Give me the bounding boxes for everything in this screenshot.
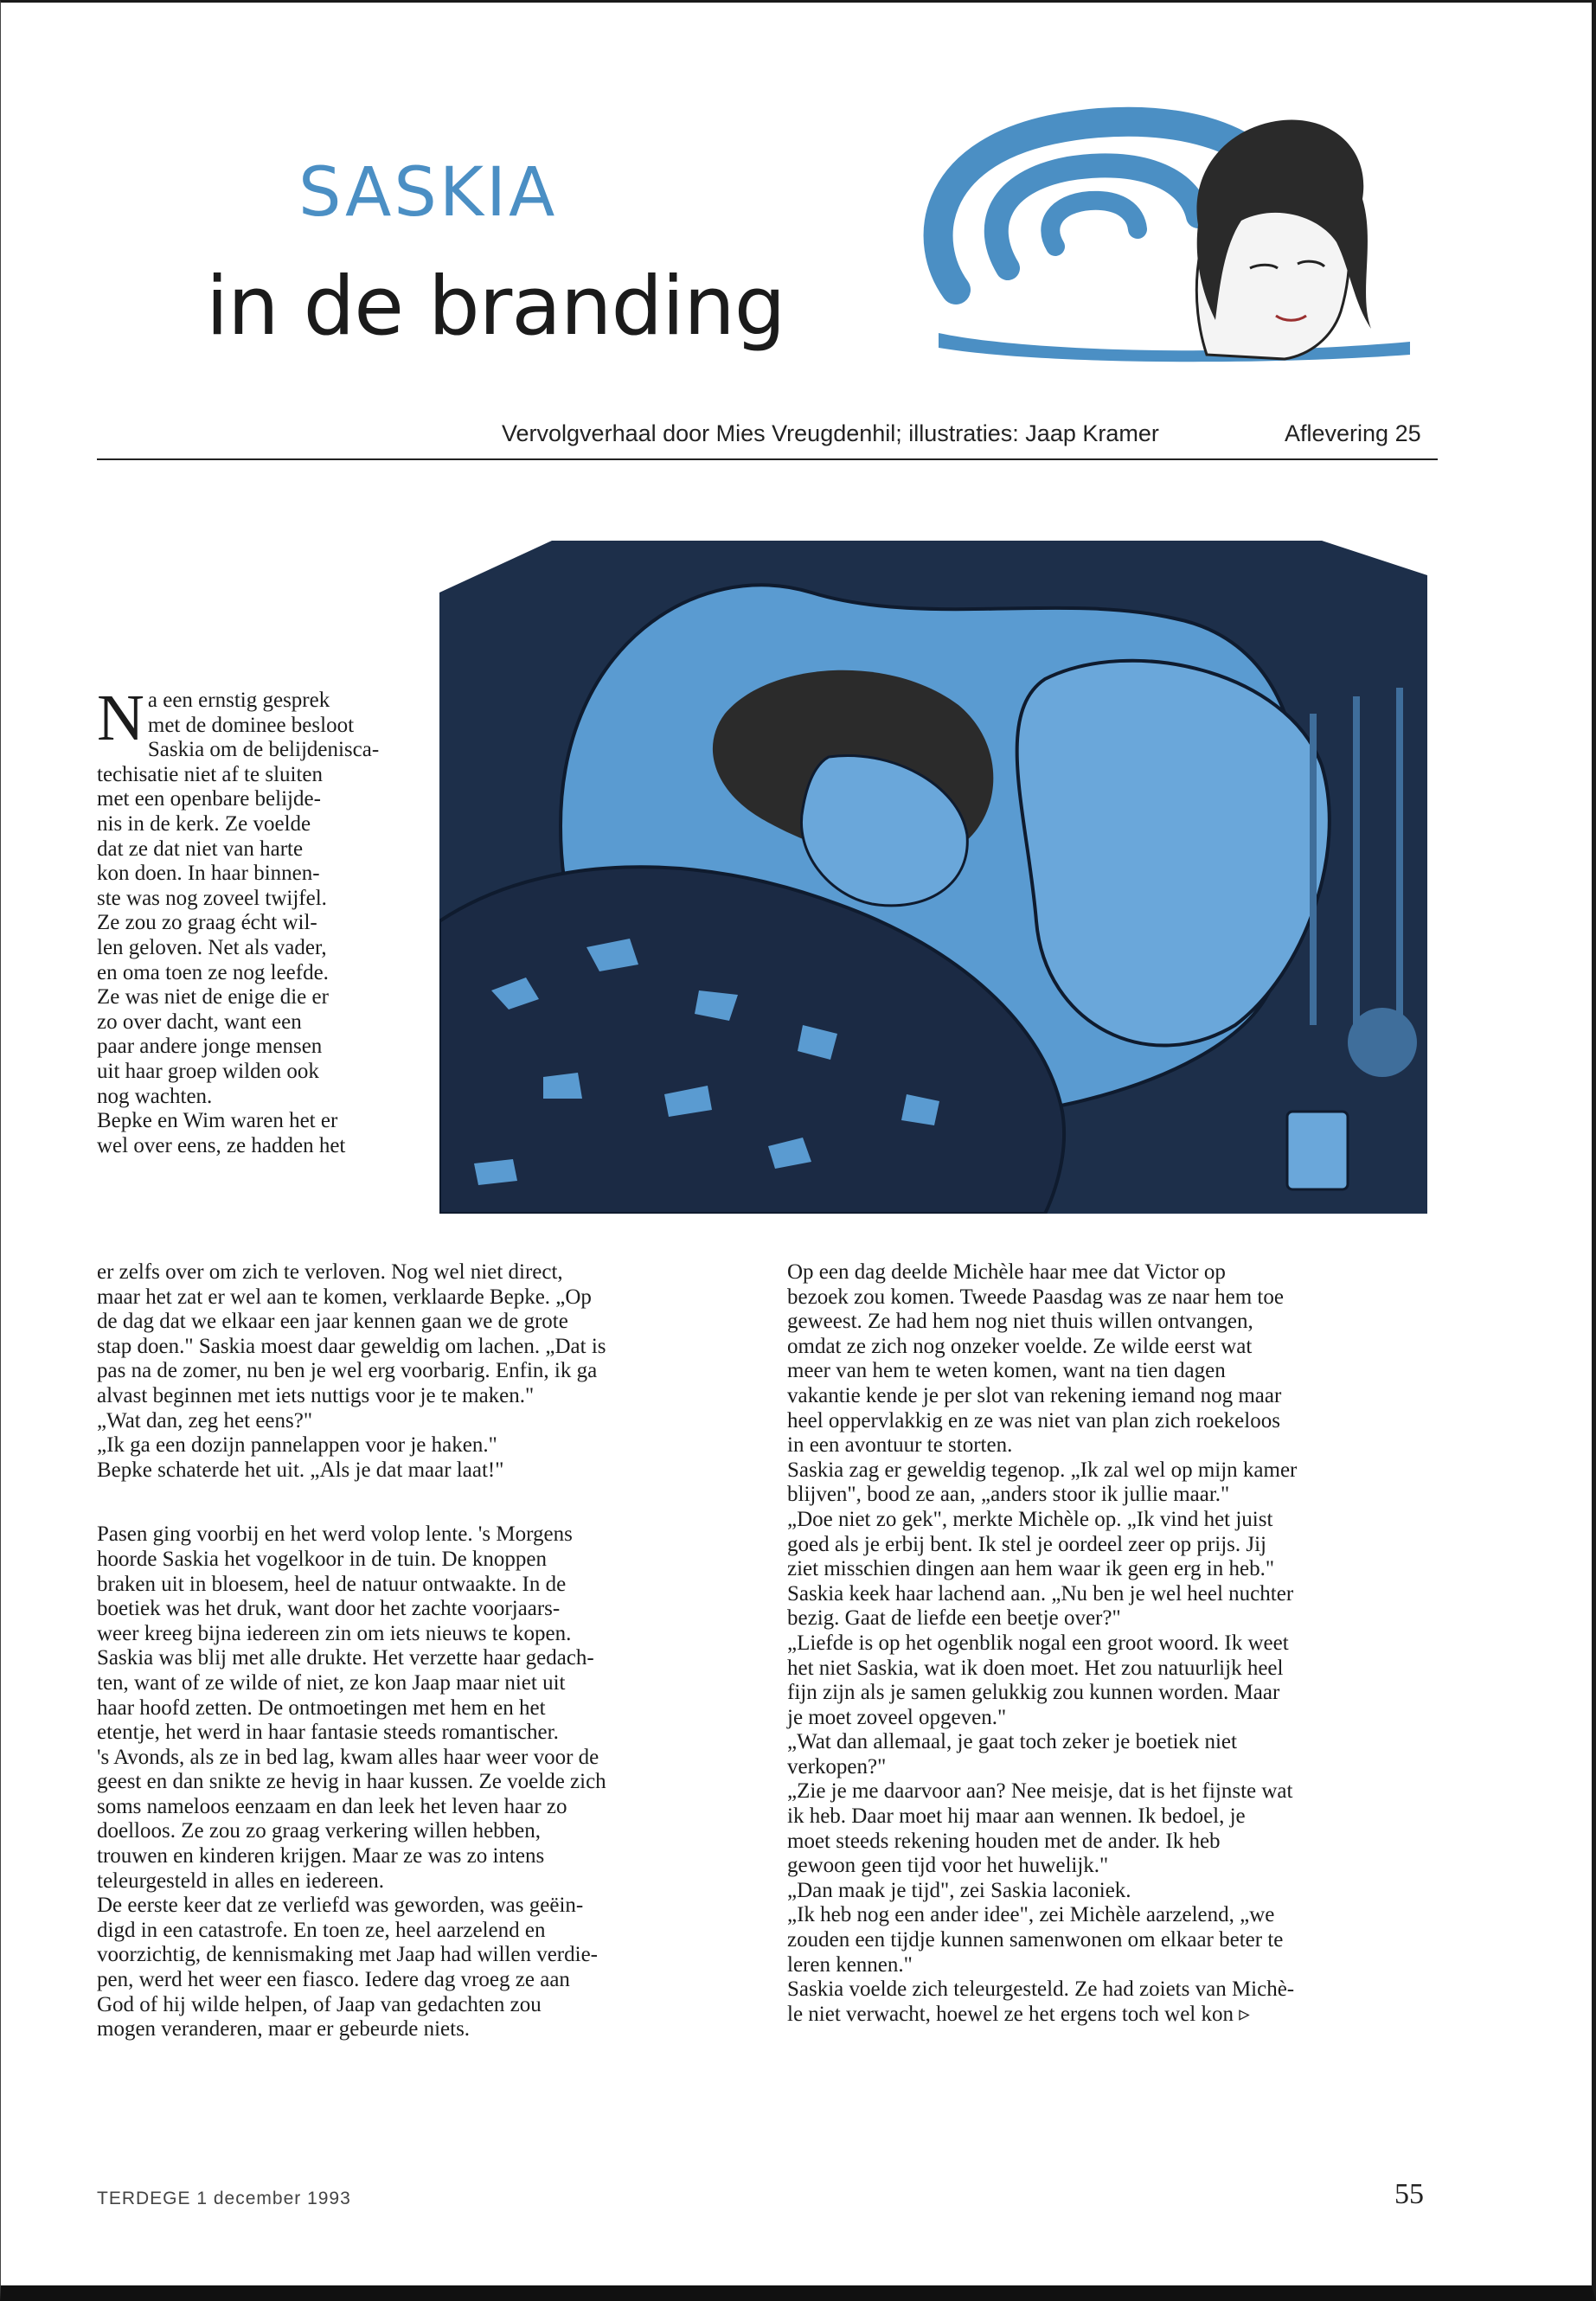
left-paragraph-2: Pasen ging voorbij en het werd volop lente. 's Morgens hoorde Saskia het vogelkoor in de tuin. De knoppen braken uit in bloesem, heel de natuur ontwaakte. In de boetiek was het druk, want door het zachte voorjaars- weer kreeg bijna iedereen zin om iets nieuws te kopen. Saskia was blij met alle drukte. Het verzette haar gedach- ten, want of ze wilde of niet, ze kon Jaap maar niet uit haar hoofd zetten. De ontmoetingen met hem en het etentje, het werd in haar fantasie steeds romantischer. 's Avonds, als ze in bed lag, kwam alles haar weer voor de geest en dan snikte ze hevig in haar kussen. Ze voelde zich soms nameloos eenzaam en dan leek het leven haar zo doelloos. Ze zou zo graag verkering willen hebben, trouwen en kinderen krijgen. Maar ze was zo intens teleurgesteld in alles en iedereen. De eerste keer dat ze verliefd was geworden, was geëin- digd in een catastrofe. En toen ze, heel aarzelend en voorzichtig, de kennismaking met Jaap had willen verdie- pen, werd het weer een fiasco. Iedere dag vroeg ze aan God of hij wilde helpen, of Jaap van gedachten zou mogen veranderen, maar er gebeurde niets. — [97, 1522, 606, 2041]
page-number: 55 — [1394, 2178, 1424, 2210]
story-subtitle: in de branding — [206, 260, 785, 354]
right-column — [787, 1260, 1436, 2027]
header-rule — [97, 458, 1438, 460]
paragraph-gap — [97, 1483, 728, 1522]
left-paragraph-1: er zelfs over om zich te verloven. Nog wel niet direct, maar het zat er wel aan te komen, verklaarde Bepke. „Op de dag dat we elkaar een jaar kennen gaan we de grote stap doen." Saskia moest daar geweldig om lachen. „Dat is pas na de zomer, nu ben je wel erg voorbarig. Enfin, ik ga alvast beginnen met iets nuttigs voor je te maken." „Wat dan, zeg het eens?" „Ik ga een dozijn pannelappen voor je haken." Bepke schaterde het uit. „Als je dat maar laat!" — [97, 1260, 606, 1482]
left-column — [97, 1260, 728, 2042]
publication-footer: TERDEGE 1 december 1993 — [97, 2189, 351, 2208]
sleeping-girl-illustration — [439, 541, 1427, 1214]
intro-text — [97, 682, 426, 1158]
drop-cap: N — [97, 682, 144, 754]
right-paragraph-1: Op een dag deelde Michèle haar mee dat Victor op bezoek zou komen. Tweede Paasdag was ze naar hem toe geweest. Ze had hem nog niet thuis willen ontvangen, omdat ze zich nog onzeker voelde. Ze wilde eerst wat meer van hem te weten komen, want na tien dagen vakantie kende je per slot van rekening iemand nog maar heel oppervlakkig en ze was niet van plan zich roekeloos in een avontuur te storten. Saskia zag er geweldig tegenop. „Ik zal wel op mijn kamer blijven", bood ze aan, „anders stoor ik jullie maar." „Doe niet zo gek", merkte Michèle op. „Ik vind het juist goed als je erbij bent. Ik stel je oordeel zeer op prijs. Jij ziet misschien dingen aan hem waar ik geen erg in heb." Saskia keek haar lachend aan. „Nu ben je wel heel nuchter bezig. Gaat de liefde een beetje over?" „Liefde is op het ogenblik nogal een groot woord. Ik weet het niet Saskia, wat ik doen moet. Het zou natuurlijk heel fijn zijn als je samen gelukkig zou kunnen worden. Maar je moet zoveel opgeven." „Wat dan allemaal, je gaat toch zeker je boetiek niet verkopen?" „Zie je me daarvoor aan? Nee meisje, dat is het fijnste wat ik heb. Daar moet hij maar aan wennen. Ik bedoel, je moet steeds rekening houden met de ander. Ik heb gewoon geen tijd voor het huwelijk." „Dan maak je tijd", zei Saskia laconiek. „Ik heb nog een ander idee", zei Michèle aarzelend, „we zouden een tijdje kunnen samenwonen om elkaar beter te leren kennen." Saskia voelde zich teleurgesteld. Ze had zoiets van Michè- le niet verwacht, hoewel ze het ergens toch wel kon ▹ — [787, 1260, 1298, 2026]
episode-label: Aflevering 25 — [1285, 420, 1421, 446]
byline: Vervolgverhaal door Mies Vreugdenhil; illustraties: Jaap Kramer — [502, 420, 1159, 446]
intro-paragraph: a een ernstig gesprek met de dominee besloot Saskia om de belijdenisca- techisatie niet af te sluiten met een openbare belijde- nis in de kerk. Ze voelde dat ze dat niet van harte kon doen. In haar binnen- ste was nog zoveel twijfel. Ze zou zo graag écht wil- len geloven. Net als vader, en oma toen ze nog leefde. Ze was niet de enige die er zo over dacht, want een paar andere jonge mensen uit haar groep wilden ook nog wachten. Bepke en Wim waren het er wel over eens, ze hadden het — [97, 689, 380, 1157]
header-portrait-illustration — [904, 95, 1410, 381]
story-title: SASKIA — [298, 154, 558, 232]
